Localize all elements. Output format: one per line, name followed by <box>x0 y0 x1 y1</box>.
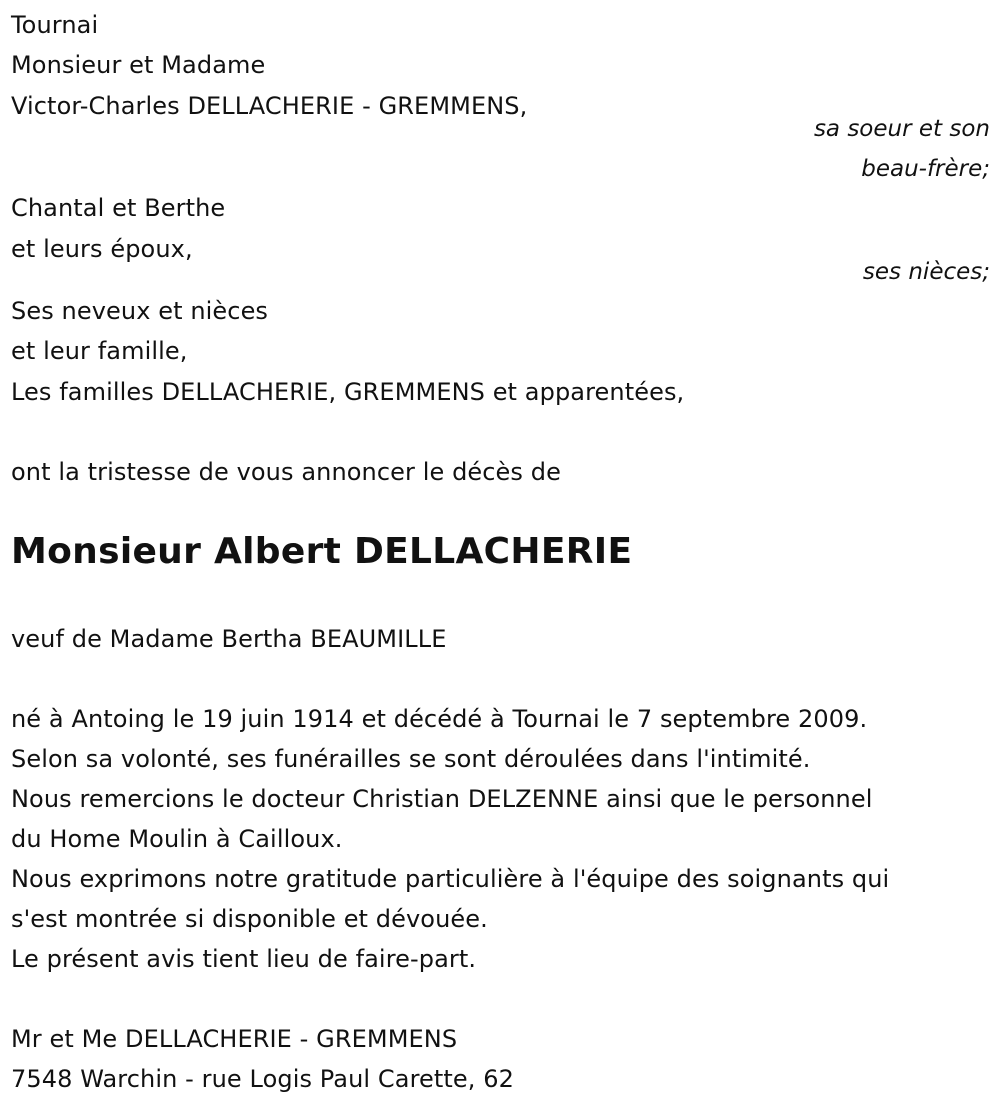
nephews-line: Ses neveux et nièces <box>11 297 269 325</box>
body-line: s'est montrée si disponible et dévouée. <box>11 905 488 933</box>
family-line: et leur famille, <box>11 337 188 365</box>
nieces-spouses: et leurs époux, <box>11 235 193 263</box>
contact-address: 7548 Warchin - rue Logis Paul Carette, 62 <box>11 1065 514 1093</box>
nieces-names: Chantal et Berthe <box>11 194 226 222</box>
widower-line: veuf de Madame Bertha BEAUMILLE <box>11 625 447 653</box>
family-line-title: Monsieur et Madame <box>11 51 266 79</box>
relation-nieces: ses nièces; <box>862 259 990 285</box>
city-line: Tournai <box>11 11 99 39</box>
body-line: né à Antoing le 19 juin 1914 et décédé à Tournai le 7 septembre 2009. <box>11 705 868 733</box>
relation-brother-in-law: beau-frère; <box>861 156 990 182</box>
body-line: Le présent avis tient lieu de faire-part. <box>11 945 477 973</box>
family-line-names: Victor-Charles DELLACHERIE - GREMMENS, <box>11 92 528 120</box>
related-families-line: Les familles DELLACHERIE, GREMMENS et apparentées, <box>11 378 685 406</box>
relation-sister: sa soeur et son <box>813 116 990 142</box>
body-line: Nous remercions le docteur Christian DELZENNE ainsi que le personnel <box>11 785 873 813</box>
announcement-text: ont la tristesse de vous annoncer le décès de <box>11 458 561 486</box>
body-line: Nous exprimons notre gratitude particulière à l'équipe des soignants qui <box>11 865 890 893</box>
body-line: Selon sa volonté, ses funérailles se sont déroulées dans l'intimité. <box>11 745 811 773</box>
contact-name: Mr et Me DELLACHERIE - GREMMENS <box>11 1025 458 1053</box>
body-line: du Home Moulin à Cailloux. <box>11 825 343 853</box>
deceased-name: Monsieur Albert DELLACHERIE <box>11 531 633 572</box>
